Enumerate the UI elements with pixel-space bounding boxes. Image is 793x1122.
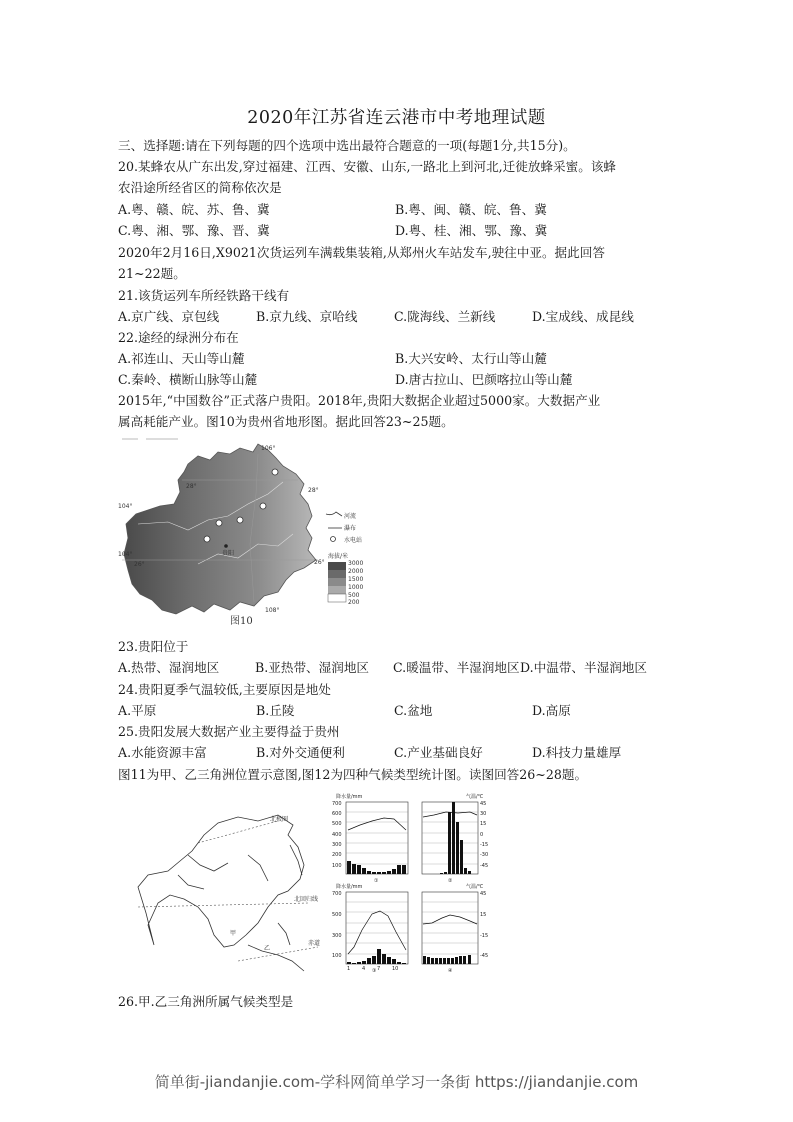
hydropower-icon — [237, 517, 243, 523]
q21-option-d: D.宝成线、成昆线 — [532, 309, 634, 324]
q24-option-b: B.丘陵 — [256, 703, 295, 718]
climate-charts-svg — [330, 792, 492, 972]
temp-tick: -15 — [480, 933, 489, 939]
precip-axis-label: 降水量/mm — [336, 794, 363, 800]
q22-options-row2 — [118, 370, 672, 390]
temp-tick: 15 — [480, 912, 487, 918]
q26-stem: 26.甲.乙三角洲所属气候类型是 — [118, 994, 294, 1009]
q25-option-c: C.产业基础良好 — [394, 745, 483, 760]
q21-options — [118, 307, 670, 327]
elevation-tick: 500 — [348, 592, 360, 599]
latitude-label: 26° — [314, 559, 325, 566]
passage-26-28: 图11为甲、乙三角洲位置示意图,图12为四种气候类型统计图。读图回答26~28题。 — [118, 767, 588, 782]
passage-21-22-line2: 21~22题。 — [118, 266, 186, 281]
hydropower-icon — [216, 520, 222, 526]
temp-tick: -45 — [480, 863, 489, 869]
month-tick: 7 — [377, 966, 381, 972]
q22-option-b: B.大兴安岭、太行山等山麓 — [395, 351, 547, 366]
precip-tick: 400 — [332, 832, 342, 838]
longitude-label: 104° — [118, 551, 133, 558]
legend-river: 河流 — [344, 513, 357, 520]
precip-tick: 300 — [332, 842, 342, 848]
asia-outline-map — [128, 795, 333, 985]
q24-option-c: C.盆地 — [394, 703, 433, 718]
q25-option-b: B.对外交通便利 — [256, 745, 345, 760]
q23-option-b: B.亚热带、湿润地区 — [255, 660, 370, 675]
temp-tick: -45 — [480, 953, 489, 959]
q23-stem: 23.贵阳位于 — [118, 639, 189, 654]
hydropower-icon — [272, 469, 278, 475]
q20-option-c: C.粤、湘、鄂、豫、晋、冀 — [118, 223, 270, 238]
precip-tick: 200 — [332, 852, 342, 858]
temp-tick: -30 — [480, 852, 489, 858]
q23-option-c: C.暖温带、半湿润地区 — [393, 660, 520, 675]
delta-yi-label: 乙 — [264, 945, 271, 952]
elevation-tick: 3000 — [348, 560, 364, 567]
q20-option-a: A.粤、赣、皖、苏、鲁、冀 — [118, 202, 270, 217]
precip-tick: 100 — [332, 953, 342, 959]
month-tick: 10 — [392, 966, 399, 972]
precip-tick: 300 — [332, 933, 342, 939]
document-title: 2020年江苏省连云港市中考地理试题 — [247, 108, 546, 128]
precip-tick: 500 — [332, 821, 342, 827]
passage-23-25-line1: 2015年,“中国数谷”正式落户贵阳。2018年,贵阳大数据企业超过5000家。大数据产业 — [118, 393, 601, 408]
chart-label: ③ — [372, 968, 377, 972]
q23-options — [118, 658, 658, 678]
climate-chart-1 — [346, 802, 408, 874]
climate-chart-3 — [346, 892, 408, 964]
temp-tick: 45 — [480, 801, 487, 807]
precip-tick: 700 — [332, 891, 342, 897]
temp-tick: 45 — [480, 891, 487, 897]
q22-option-c: C.秦岭、横断山脉等山麓 — [118, 372, 258, 387]
city-label-guiyang: 贵阳 — [222, 550, 235, 557]
q22-option-d: D.唐古拉山、巴颜喀拉山等山麓 — [395, 372, 573, 387]
q24-option-d: D.高原 — [532, 703, 571, 718]
hydropower-icon — [260, 503, 266, 509]
figure-10-caption: 图10 — [230, 616, 253, 627]
elevation-tick: 200 — [348, 599, 360, 606]
q20-options-row2 — [118, 221, 672, 241]
q22-stem: 22.途经的绿洲分布在 — [118, 330, 239, 345]
chart-label: ② — [448, 878, 453, 884]
figure-11-asia-map — [128, 795, 333, 985]
q22-options-row1 — [118, 349, 672, 369]
temp-tick: 15 — [480, 821, 487, 827]
figure-12-climate-charts — [330, 792, 492, 972]
arctic-circle-label: 北极圈 — [270, 816, 289, 823]
longitude-label: 106° — [261, 445, 276, 452]
passage-23-25-line2: 属高耗能产业。图10为贵州省地形图。据此回答23~25题。 — [118, 414, 454, 429]
precip-tick: 100 — [332, 863, 342, 869]
q21-option-a: A.京广线、京包线 — [118, 309, 220, 324]
q23-option-d: D.中温带、半湿润地区 — [520, 660, 647, 675]
q20-stem-line2: 农沿途所经省区的简称依次是 — [118, 180, 282, 195]
precip-tick: 600 — [332, 811, 342, 817]
hydropower-legend-icon — [331, 537, 336, 542]
temp-tick: -15 — [480, 842, 489, 848]
city-dot-icon — [224, 544, 228, 548]
temp-axis-label: 气温/℃ — [466, 794, 484, 800]
q25-option-d: D.科技力量雄厚 — [532, 745, 622, 760]
q21-option-b: B.京九线、京哈线 — [256, 309, 358, 324]
q20-option-d: D.粤、桂、湘、鄂、豫、冀 — [395, 223, 548, 238]
q23-option-a: A.热带、湿润地区 — [118, 660, 220, 675]
longitude-label: 108° — [265, 607, 280, 614]
month-tick: 1 — [347, 966, 351, 972]
q20-option-b: B.粤、闽、赣、皖、鲁、冀 — [395, 202, 547, 217]
equator-label: 赤道 — [308, 940, 321, 947]
guizhou-terrain-map — [118, 434, 368, 630]
q22-option-a: A.祁连山、天山等山麓 — [118, 351, 245, 366]
elevation-tick: 1000 — [348, 584, 364, 591]
chart-label: ① — [374, 878, 379, 884]
elevation-tick: 2000 — [348, 568, 364, 575]
climate-chart-2 — [422, 802, 478, 874]
temp-tick: 0 — [480, 832, 484, 838]
temp-tick: 30 — [480, 811, 487, 817]
latitude-label: 28° — [308, 487, 319, 494]
q24-option-a: A.平原 — [118, 703, 157, 718]
q24-stem: 24.贵阳夏季气温较低,主要原因是地处 — [118, 682, 331, 697]
figure-10-guizhou-map — [118, 434, 368, 630]
month-tick: 4 — [362, 966, 366, 972]
legend-waterfall: 瀑布 — [344, 525, 357, 532]
tropic-of-cancer-label: 北回归线 — [294, 896, 319, 903]
q24-options — [118, 701, 670, 721]
section-header: 三、选择题:请在下列每题的四个选项中选出最符合题意的一项(每题1分,共15分)。 — [118, 138, 576, 153]
q20-stem-line1: 20.某蜂农从广东出发,穿过福建、江西、安徽、山东,一路北上到河北,迁徙放蜂采蜜。该蜂 — [118, 159, 617, 174]
latitude-label: 28° — [186, 483, 197, 490]
river-legend-icon — [326, 512, 342, 516]
longitude-label: 104° — [118, 503, 133, 510]
legend-hydropower: 水电站 — [344, 537, 363, 544]
hydropower-icon — [204, 536, 210, 542]
precip-tick: 700 — [332, 801, 342, 807]
delta-jia-label: 甲 — [230, 930, 237, 937]
q21-option-c: C.陇海线、兰新线 — [394, 309, 496, 324]
footer-watermark: 简单街-jiandanjie.com-学科网简单学习一条街 https://jiandanjie.com — [154, 1073, 639, 1091]
precip-tick: 500 — [332, 912, 342, 918]
legend-elevation-title: 海拔/米 — [328, 553, 349, 560]
q25-options — [118, 743, 670, 763]
q20-options-row1 — [118, 200, 672, 220]
precip-axis-label: 降水量/mm — [336, 884, 363, 890]
chart-label: ④ — [448, 968, 453, 972]
latitude-label: 26° — [134, 561, 145, 568]
elevation-tick: 1500 — [348, 576, 364, 583]
climate-chart-4 — [422, 892, 478, 964]
q25-stem: 25.贵阳发展大数据产业主要得益于贵州 — [118, 724, 340, 739]
q21-stem: 21.该货运列车所经铁路干线有 — [118, 288, 290, 303]
passage-21-22-line1: 2020年2月16日,X9021次货运列车满载集装箱,从郑州火车站发车,驶往中亚。据此回答 — [118, 245, 605, 260]
temp-axis-label: 气温/℃ — [466, 884, 484, 890]
q25-option-a: A.水能资源丰富 — [118, 745, 207, 760]
